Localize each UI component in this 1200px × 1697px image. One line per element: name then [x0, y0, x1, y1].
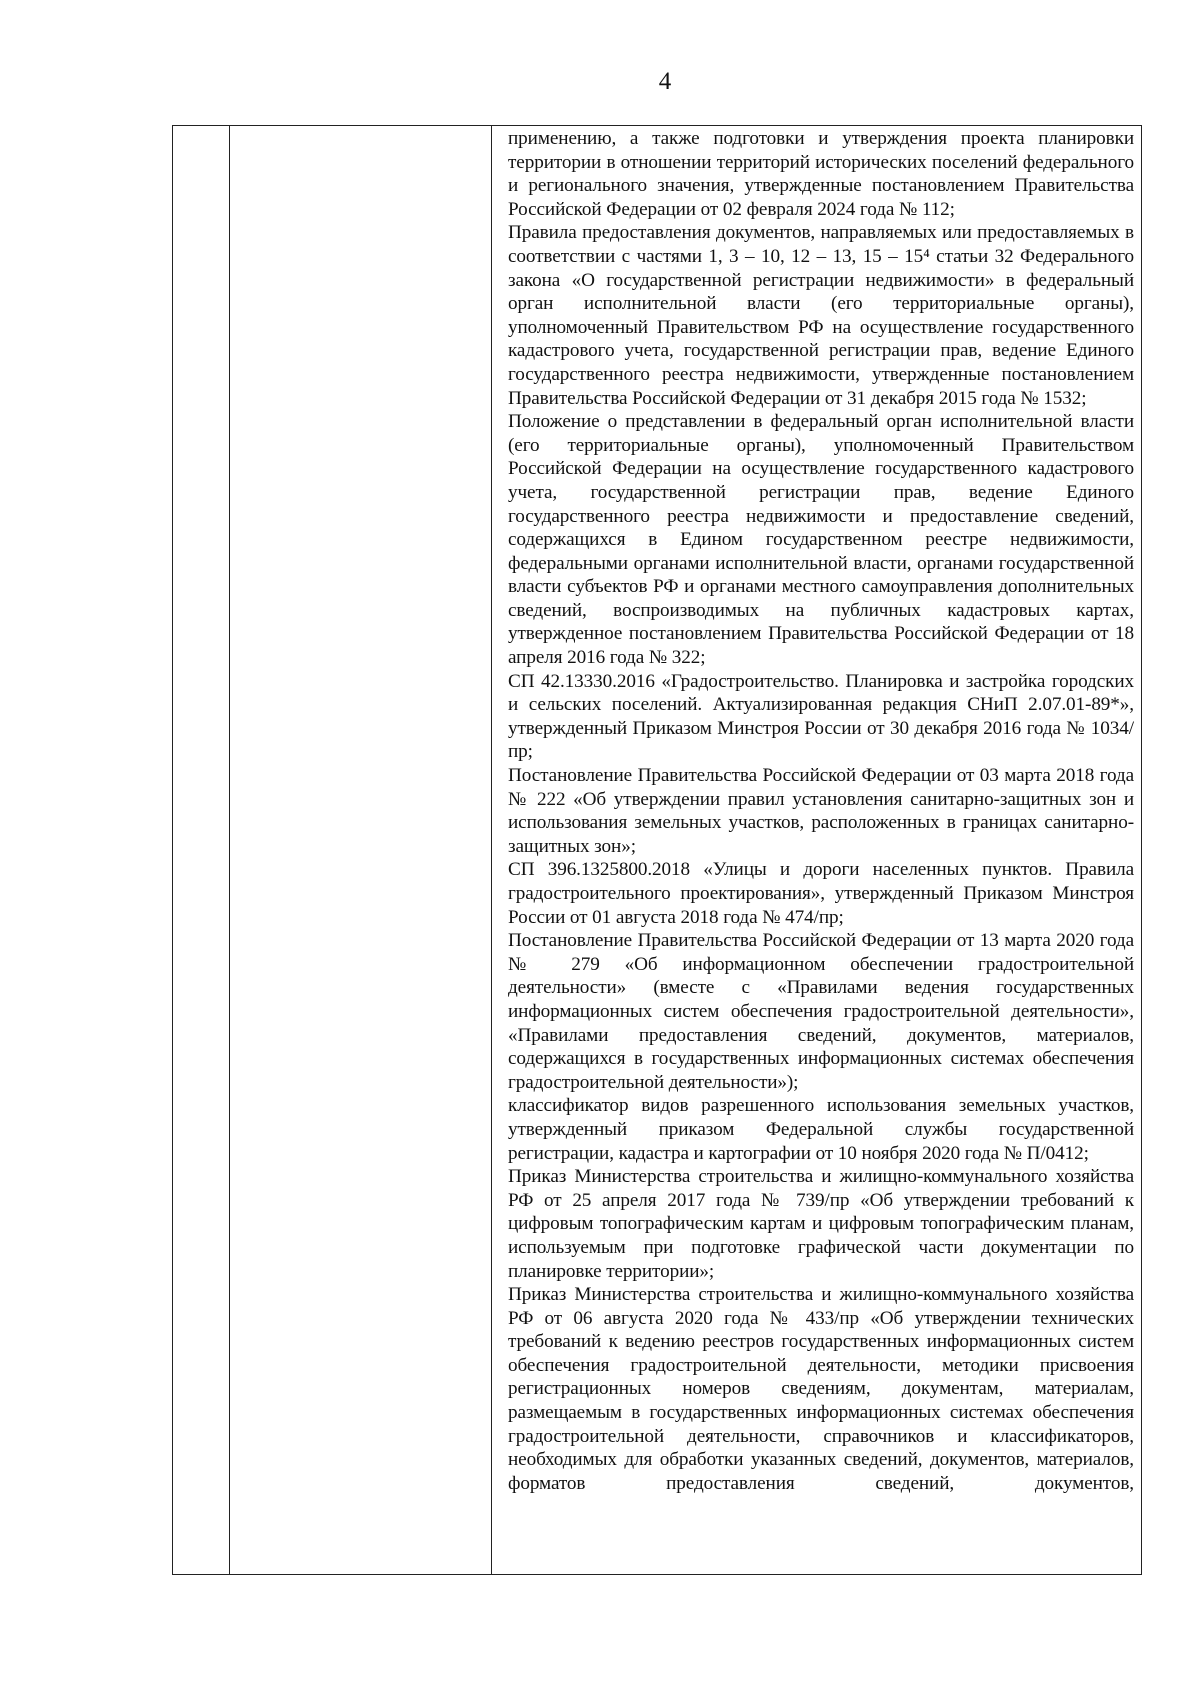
- column-divider: [491, 126, 492, 1574]
- document-paragraph: Постановление Правительства Российской Федерации от 13 марта 2020 года № 279 «Об информационном обеспечении градостроительной деятельности» (вместе с «Правилами ведения государственных информационных систем обеспечения градостроительной деятельности», «Правилами предоставления сведений, документов, материалов, содержащихся в государственных информационных системах обеспечения градостроительной деятельности»);: [508, 930, 1134, 1093]
- document-paragraph: СП 396.1325800.2018 «Улицы и дороги населенных пунктов. Правила градостроительного проектирования», утвержденный Приказом Минстроя России от 01 августа 2018 года № 474/пр;: [508, 859, 1134, 928]
- document-paragraph: Положение о представлении в федеральный орган исполнительной власти (его территориальные органы), уполномоченный Правительством Российской Федерации на осуществление государственного кадастрового учета, государственной регистрации прав, ведение Единого государственного реестра недвижимости и предоставление сведений, содержащихся в Едином государственном реестре недвижимости, федеральными органами исполнительной власти, органами государственной власти субъектов РФ и органами местного самоуправления дополнительных сведений, воспроизводимых на публичных кадастровых картах, утвержденное постановлением Правительства Российской Федерации от 18 апреля 2016 года № 322;: [508, 411, 1134, 669]
- document-paragraph: классификатор видов разрешенного использования земельных участков, утвержденный приказом Федеральной службы государственной регистрации, кадастра и картографии от 10 ноября 2020 года № П/0412;: [508, 1095, 1134, 1164]
- document-paragraph: СП 42.13330.2016 «Градостроительство. Планировка и застройка городских и сельских поселений. Актуализированная редакция СНиП 2.07.01-89*», утвержденный Приказом Минстроя России от 30 декабря 2016 года № 1034/пр;: [508, 670, 1134, 763]
- column-divider: [229, 126, 230, 1574]
- document-paragraph: применению, а также подготовки и утверждения проекта планировки территории в отношении территорий исторических поселений федерального и регионального значения, утвержденные постановлением Правительства Российской Федерации от 02 февраля 2024 года № 112;: [508, 128, 1134, 220]
- document-paragraph: Постановление Правительства Российской Федерации от 03 марта 2018 года № 222 «Об утверждении правил установления санитарно-защитных зон и использования земельных участков, расположенных в границах санитарно-защитных зон»;: [508, 765, 1134, 857]
- page-number: 4: [658, 68, 672, 95]
- document-paragraph: Приказ Министерства строительства и жилищно-коммунального хозяйства РФ от 25 апреля 2017 года № 739/пр «Об утверждении требований к цифровым топографическим картам и цифровым топографическим планам, используемым при подготовке графической части документации по планировке территории»;: [508, 1166, 1134, 1282]
- normative-documents-cell: [508, 127, 1134, 1495]
- requirements-table: [172, 125, 1142, 1575]
- document-paragraph: Приказ Министерства строительства и жилищно-коммунального хозяйства РФ от 06 августа 2020 года № 433/пр «Об утверждении технических требований к ведению реестров государственных информационных систем обеспечения градостроительной деятельности, методики присвоения регистрационных номеров сведениям, документам, материалам, размещаемым в государственных информационных системах обеспечения градостроительной деятельности, справочников и классификаторов, необходимых для обработки указанных сведений, документов, материалов, форматов предоставления сведений, документов,: [508, 1284, 1134, 1494]
- document-paragraph: Правила предоставления документов, направляемых или предоставляемых в соответствии с частями 1, 3 – 10, 12 – 13, 15 – 15⁴ статьи 32 Федерального закона «О государственной регистрации недвижимости» в федеральный орган исполнительной власти (его территориальные органы), уполномоченный Правительством РФ на осуществление государственного кадастрового учета, государственной регистрации прав, ведение Единого государственного реестра недвижимости, утвержденные постановлением Правительства Российской Федерации от 31 декабря 2015 года № 1532;: [508, 222, 1134, 409]
